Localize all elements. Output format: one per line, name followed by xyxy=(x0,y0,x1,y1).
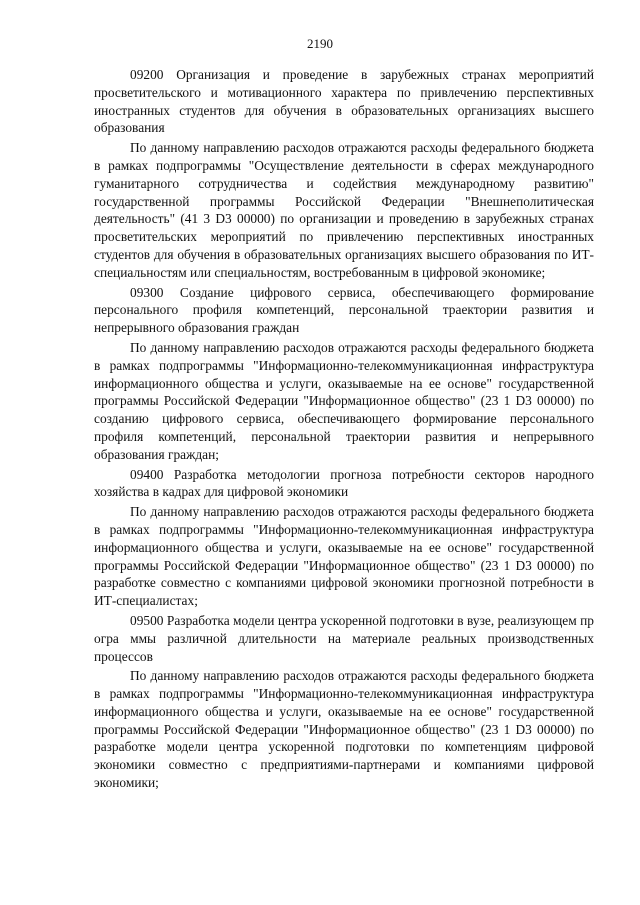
section-body-09300: По данному направлению расходов отражаются расходы федерального бюджета в рамках подпрограммы "Информационно-телекоммуникационная инфраструктура информационного общества и услуги, оказываемые на ее основе" государственной программы Российской Федерации "Информационное общество" (23 1 D3 00000) по созданию цифрового сервиса, обеспечивающего формирование персонального профиля компетенций, персональной траектории развития и непрерывного образования граждан; xyxy=(94,339,594,462)
section-heading-09500: 09500 Разработка модели центра ускоренной подготовки в вузе, реализующем пр огра ммы различной длительности на материале реальных производственных процессов xyxy=(94,612,594,664)
page-number: 2190 xyxy=(307,36,333,51)
section-body-09400: По данному направлению расходов отражаются расходы федерального бюджета в рамках подпрограммы "Информационно-телекоммуникационная инфраструктура информационного общества и услуги, оказываемые на ее основе" государственной программы Российской Федерации "Информационное общество" (23 1 D3 00000) по разработке совместно с компаниями цифровой экономики прогнозной потребности в ИТ-специалистах; xyxy=(94,504,594,609)
section-body-09200: По данному направлению расходов отражаются расходы федерального бюджета в рамках подпрограммы "Осуществление деятельности в сферах международного гуманитарного сотрудничества и содействия международному развитию" государственной программы Российской Федерации "Внешнеполитическая деятельность" (41 3 D3 00000) по организации и проведению в зарубежных странах просветительских мероприятий по привлечению перспективных иностранных студентов для обучения в образовательных организациях высшего образования по ИТ-специальностям или специальностям, востребованным в цифровой экономике; xyxy=(94,140,594,280)
section-heading-09300: 09300 Создание цифрового сервиса, обеспечивающего формирование персонального профиля компетенций, персональной траектории развития и непрерывного образования граждан xyxy=(94,284,594,336)
section-body-09500: По данному направлению расходов отражаются расходы федерального бюджета в рамках подпрограммы "Информационно-телекоммуникационная инфраструктура информационного общества и услуги, оказываемые на ее основе" государственной программы Российской Федерации "Информационное общество" (23 1 D3 00000) по разработке модели центра ускоренной подготовки по компетенциям цифровой экономики совместно с предприятиями-партнерами и компаниями цифровой экономики; xyxy=(94,668,594,791)
document-body xyxy=(94,64,594,792)
section-heading-09200: 09200 Организация и проведение в зарубежных странах мероприятий просветительского и мотивационного характера по привлечению перспективных иностранных студентов для обучения в образовательных организациях высшего образования xyxy=(94,67,594,136)
section-heading-09400: 09400 Разработка методологии прогноза потребности секторов народного хозяйства в кадрах для цифровой экономики xyxy=(94,466,594,500)
